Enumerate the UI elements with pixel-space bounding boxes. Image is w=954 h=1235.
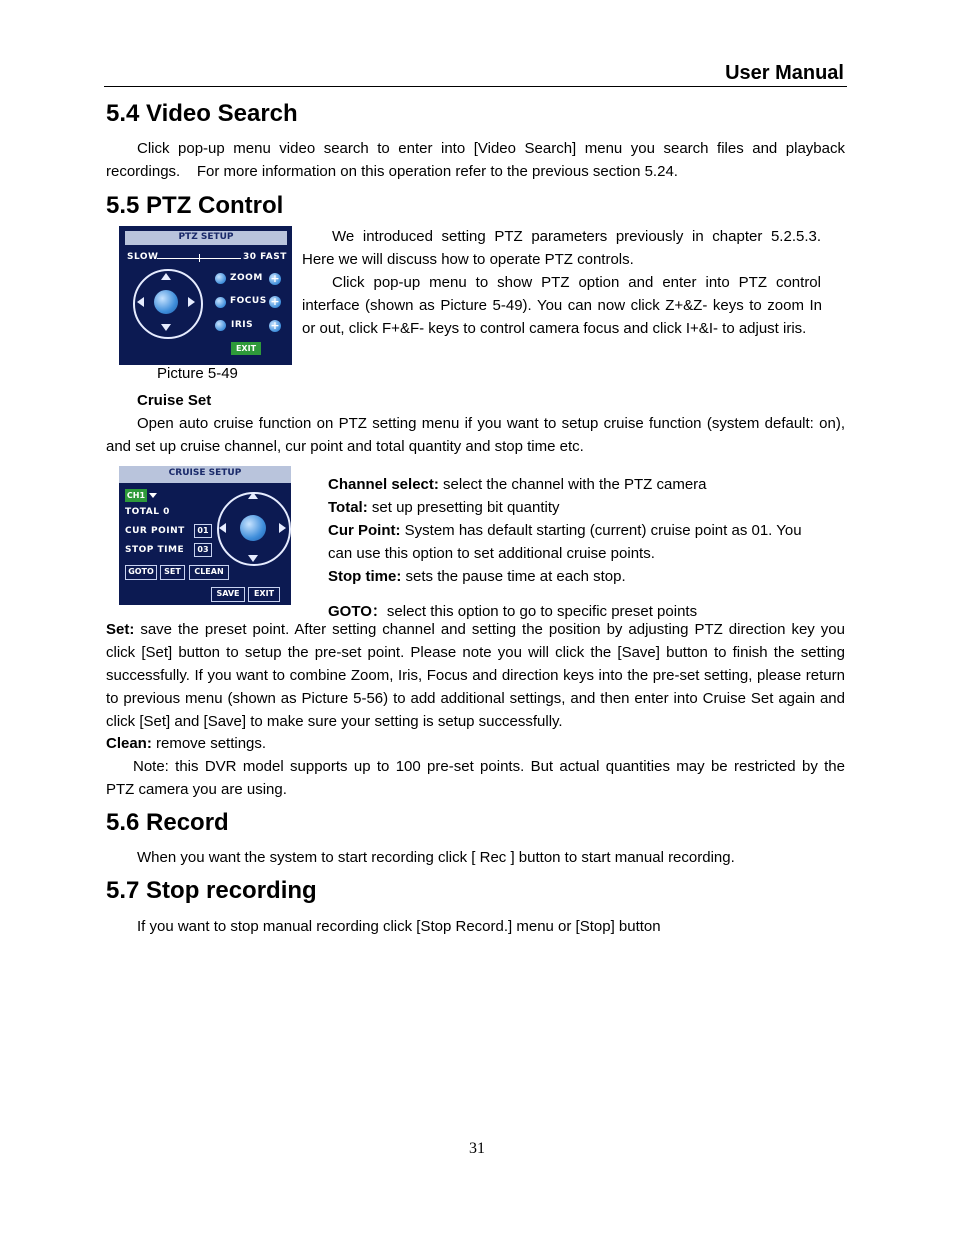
video-search-para-line2: recordings. For more information on this operation refer to the previous section 5.24. [106,163,678,180]
clean-text: remove settings. [151,735,267,752]
ptz-down-arrow-icon [161,324,171,331]
cruise-screen-title: CRUISE SETUP [168,468,242,478]
ptz-slider-thumb [199,254,200,262]
ptz-slow-label: SLOW [127,252,159,262]
header-rule [104,86,847,87]
cruise-stoptime-value: 03 [194,543,212,557]
focus-plus-icon: + [270,295,280,308]
cruise-up-arrow-icon [248,492,258,499]
ptz-center-ball [154,290,178,314]
set-text: save the preset point. After setting channel and setting the position by adjusting PTZ direction key you click [Set] button to setup the pre-set point. Please note you will click the [Save] button to finish the setting successfully. If you want to combine Zoom, Iris, Focus and direction keys into the pre-set setting, please return to previous menu (shown as Picture 5-56) to add additional settings, and then enter into Cruise Set again and click [Set] and [Save] to make sure your setting is setup successfully. [106,621,845,730]
clean-paragraph [106,732,845,755]
cruise-channel-select: CH1 [126,491,146,500]
def-goto-text: select this option to go to specific preset points [386,603,698,620]
def-total-text: set up presetting bit quantity [367,499,560,516]
set-paragraph [106,618,845,733]
iris-plus-icon: + [270,319,280,332]
ptz-up-arrow-icon [161,273,171,280]
cruise-titlebar [119,466,291,483]
ptz-setup-screenshot [119,226,292,365]
iris-minus-icon [215,320,226,331]
def-cur-text: System has default starting (current) cruise point as 01. You [400,522,802,539]
ptz-exit-button: EXIT [231,342,261,355]
cruise-intro-line1: Open auto cruise function on PTZ setting menu if you want to setup cruise function (system default: on), [137,415,845,432]
def-channel-term: Channel select: [328,476,439,493]
heading-video-search: 5.4 Video Search [106,100,298,127]
def-stop-term: Stop time: [328,568,402,585]
note-line1: Note: this DVR model supports up to 100 pre-set points. But actual quantities may be restricted by the [133,758,845,775]
zoom-minus-icon [215,273,226,284]
cruise-center-ball [240,515,266,541]
ptz-iris-label: IRIS [231,320,254,330]
def-goto-term: GOTO： [328,603,387,620]
ptz-para-line5: or out, click F+&F- keys to control camera focus and click I+&I- to adjust iris. [302,320,807,337]
ptz-para-line1: We introduced setting PTZ parameters previously in chapter 5.2.5.3. [332,228,821,245]
cruise-set-title: Cruise Set [137,392,212,409]
page-number: 31 [469,1140,485,1157]
cruise-down-arrow-icon [248,555,258,562]
zoom-plus-icon: + [270,272,280,285]
def-channel-select [328,473,828,496]
focus-minus-icon [215,297,226,308]
ptz-para-line4: interface (shown as Picture 5-49). You can now click Z+&Z- keys to zoom In [302,297,822,314]
video-search-para-line1: Click pop-up menu video search to enter into [Video Search] menu you search files and playback [137,140,845,157]
cruise-curpoint-value: 01 [194,524,212,538]
set-term: Set: [106,621,135,638]
cruise-right-arrow-icon [279,523,286,533]
cruise-goto-button: GOTO [125,565,157,580]
cruise-intro-line2: and set up cruise channel, cur point and total quantity and stop time etc. [106,438,584,455]
ptz-fast-label: 30 FAST [243,252,287,262]
def-total-term: Total: [328,499,368,516]
def-cur-point-cont: can use this option to set additional cruise points. [328,545,655,562]
clean-term: Clean: [106,735,152,752]
cruise-left-arrow-icon [219,523,226,533]
ptz-left-arrow-icon [137,297,144,307]
ptz-titlebar [125,231,287,245]
def-channel-text: select the channel with the PTZ camera [438,476,707,493]
cruise-exit-button: EXIT [248,587,280,602]
def-total [328,496,828,519]
ptz-zoom-label: ZOOM [230,273,263,283]
cruise-stoptime-label: STOP TIME [125,545,185,555]
note-line2: PTZ camera you are using. [106,781,287,798]
cruise-curpoint-label: CUR POINT [125,526,185,536]
cruise-total-label: TOTAL 0 [125,507,170,517]
ptz-right-arrow-icon [188,297,195,307]
def-stop-time [328,565,828,588]
record-paragraph: When you want the system to start recording click [ Rec ] button to start manual recording. [137,849,735,866]
cruise-save-button: SAVE [211,587,245,602]
ptz-focus-label: FOCUS [230,296,267,306]
def-cur-term: Cur Point: [328,522,401,539]
heading-ptz-control: 5.5 PTZ Control [106,192,284,219]
def-cur-point [328,519,828,542]
stop-paragraph: If you want to stop manual recording click [Stop Record.] menu or [Stop] button [137,918,661,935]
cruise-set-button: SET [160,565,185,580]
ptz-screen-title: PTZ SETUP [178,232,234,242]
cruise-clean-button: CLEAN [189,565,229,580]
chevron-down-icon [149,493,157,498]
cruise-setup-screenshot [119,466,291,605]
def-stop-text: sets the pause time at each stop. [401,568,626,585]
ptz-para-line2: Here we will discuss how to operate PTZ controls. [302,251,634,268]
ptz-para-line3: Click pop-up menu to show PTZ option and enter into PTZ control [332,274,821,291]
def-goto-clipped [328,600,828,620]
running-header: User Manual [725,62,844,84]
heading-stop-recording: 5.7 Stop recording [106,877,317,904]
picture-caption: Picture 5-49 [157,365,238,382]
heading-record: 5.6 Record [106,809,229,836]
